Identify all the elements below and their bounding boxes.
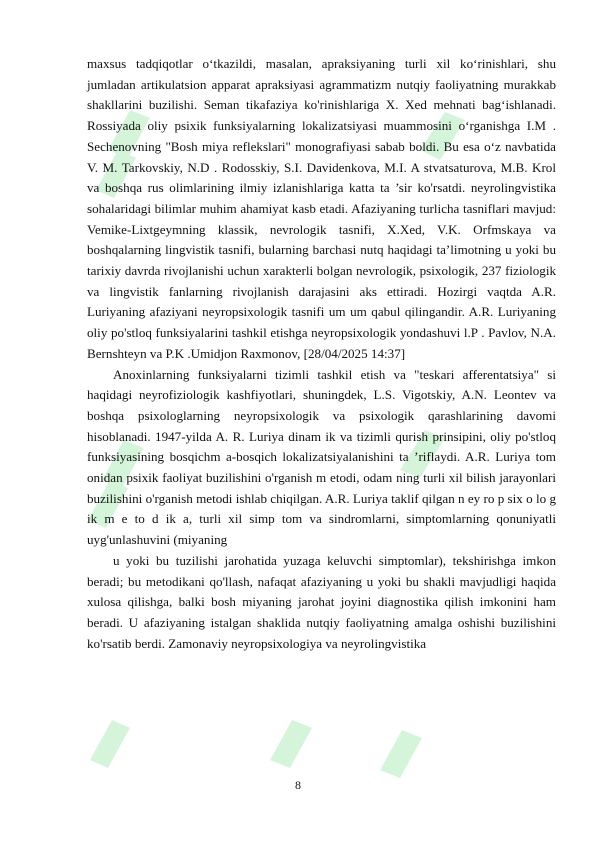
watermark-mark (380, 730, 422, 778)
paragraph-1: maxsus tadqiqotlar o‘tkazildi, masalan, apraksiyaning turli xil ko‘rinishlari, shu jumladan artikulatsion apparat apraksiyasi agrammatizm nutqiy faoliyatning murakkab shakllarini buzilishi. Seman tikafaziya ko'rinishlariga X. Xed mehnati bag‘ishlanadi. Rossiyada oliy psixik funksiyalarning lokalizatsiyasi muammosini o‘rganishga I.M . Sechenovning "Bosh miya reflekslari" monografiyasi sabab boldi. Bu esa o‘z navbatida V. M. Tarkovskiy, N.D . Rodosskiy, S.I. Davidenkova, M.I. A stvatsaturova, M.B. Krol va boshqa rus olimlarining ilmiy izlanishlariga katta ta ’sir ko'rsatdi. neyrolingvistika sohalaridagi bilimlar muhim ahamiyat kasb etadi. Afaziyaning turlicha tasniflari mavjud: Vemike-Lixtgeymning klassik, nevrologik tasnifi, X.Xed, V.K. Orfmskaya va boshqalarning lingvistik tasnifi, bularning barchasi nutq haqidagi ta’limotning u yoki bu tarixiy davrda rivojlanishi uchun xarakterli bolgan nevrologik, psixologik, 237 fiziologik va lingvistik fanlarning rivojlanish darajasini aks ettiradi. Hozirgi vaqtda A.R. Luriyaning afaziyani neyropsixologik tasnifi um um qabul qilingandir. A.R. Luriyaning oliy po'stloq funksiyalarini tashkil etishga neyropsixologik yondashuvi l.P . Pavlov, N.A. Bernshteyn va P.K .Umidjon Raxmonov, [28/04/2025 14:37] (87, 56, 556, 361)
paragraph-2: Anoxinlarning funksiyalarni tizimli tashkil etish va "teskari afferentatsiya" si haqidagi neyrofiziologik kashfiyotlari, shuningdek, L.S. Vigotskiy, A.N. Leontev va boshqa psixologlarning neyropsixologik va psixologik qarashlarining davomi hisoblanadi. 1947-yilda A. R. Luriya dinam ik va tizimli qurish prinsipini, oliy po'stloq funksiyasining bosqichm a-bosqich lokalizatsiyalanishini ta ’riflaydi. A.R. Luriya tom onidan psixik faoliyat buzilishini o'rganish m etodi, odam ning turli xil bilish jarayonlari buzilishini o'rganish metodi ishlab chiqilgan. A.R. Luriya taklif qilgan n ey ro p six o lo g ik m e to d ik a, turli xil simp tom va sindromlarni, simptomlarning qonuniyatli uyg'unlashuvini (miyaning (87, 366, 556, 548)
watermark-mark (270, 720, 312, 768)
paragraph-3: u yoki bu tuzilishi jarohatida yuzaga keluvchi simptomlar), tekshirishga imkon beradi; bu metodikani qo'llash, nafaqat afaziyaning u yoki bu shakli mavjudligi haqida xulosa qilishga, balki bosh miyaning jarohat joyini diagnostika qilish imkonini ham beradi. U afaziyaning istalgan shaklida nutqiy faoliyatning amalga oshishi buzilishini ko'rsatib berdi. Zamonaviy neyropsixologiya va neyrolingvistika (87, 552, 556, 651)
body-text (87, 54, 556, 654)
watermark-mark (90, 720, 130, 768)
page-number: 8 (295, 778, 301, 792)
